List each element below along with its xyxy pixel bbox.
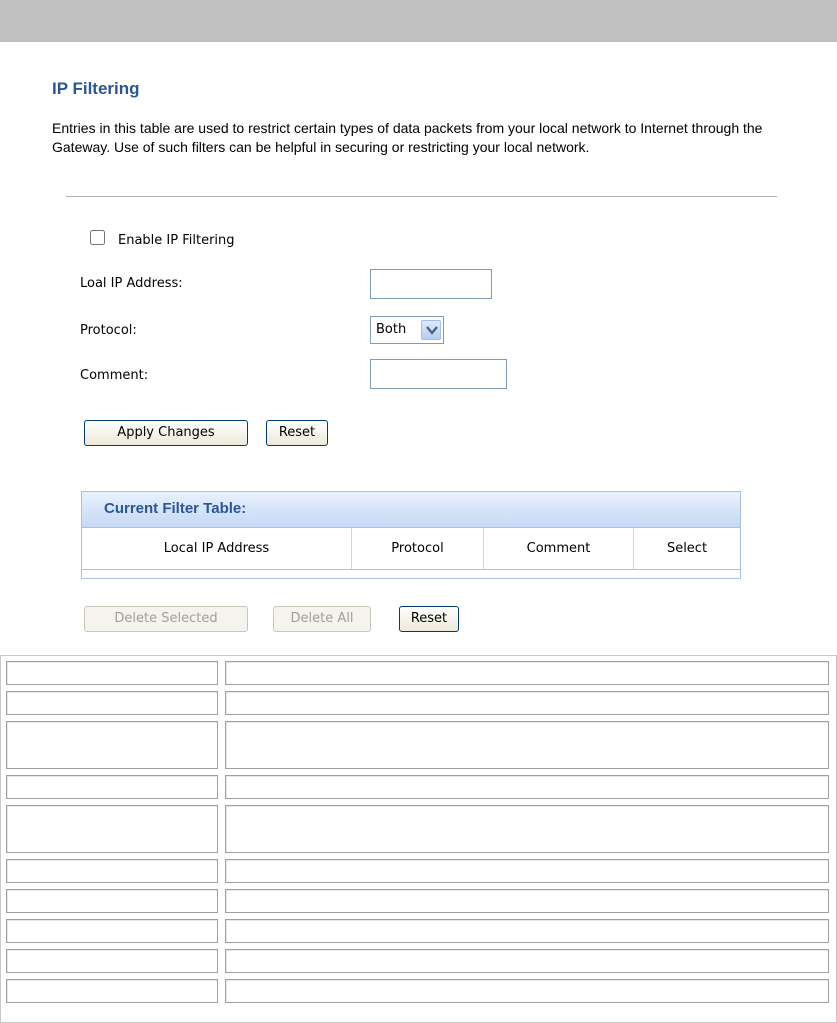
table-row	[6, 661, 829, 685]
table-row	[6, 721, 829, 769]
table-cell	[6, 949, 218, 973]
page-title: IP Filtering	[52, 79, 140, 98]
delete-all-button[interactable]: Delete All	[273, 606, 371, 632]
local-ip-address-label: Loal IP Address:	[80, 276, 183, 291]
column-header-local-ip: Local IP Address	[82, 528, 352, 569]
table-row	[6, 949, 829, 973]
table-cell	[225, 691, 829, 715]
enable-ip-filtering-checkbox[interactable]	[90, 230, 105, 245]
table-row	[6, 691, 829, 715]
local-ip-address-input[interactable]	[370, 269, 492, 299]
filter-table-header	[82, 528, 740, 570]
page-description: Entries in this table are used to restrict certain types of data packets from your local network to Internet through the Gateway. Use of such filters can be helpful in securing or restricting your local network.	[52, 120, 763, 155]
comment-input[interactable]	[370, 359, 507, 389]
enable-ip-filtering-label: Enable IP Filtering	[118, 233, 235, 248]
protocol-label: Protocol:	[80, 323, 137, 338]
table-row	[6, 859, 829, 883]
table-cell	[6, 919, 218, 943]
table-row	[6, 889, 829, 913]
table-row	[6, 805, 829, 853]
protocol-select-value: Both	[376, 322, 407, 337]
table-cell	[6, 979, 218, 1003]
table-row	[6, 919, 829, 943]
table-cell	[225, 949, 829, 973]
table-cell	[225, 775, 829, 799]
table-cell	[6, 691, 218, 715]
table-cell	[225, 889, 829, 913]
table-row	[6, 775, 829, 799]
column-header-select: Select	[666, 541, 708, 556]
table-cell	[225, 661, 829, 685]
table-cell	[6, 721, 218, 769]
table-row	[6, 979, 829, 1003]
divider	[66, 196, 777, 197]
documentation-table	[0, 655, 837, 1023]
reset-table-button[interactable]: Reset	[399, 606, 459, 632]
table-cell	[6, 859, 218, 883]
delete-selected-button[interactable]: Delete Selected	[84, 606, 248, 632]
column-header-comment: Comment	[484, 528, 634, 569]
table-cell	[6, 661, 218, 685]
column-header-protocol: Protocol	[352, 528, 484, 569]
current-filter-table	[81, 491, 741, 579]
table-cell	[225, 979, 829, 1003]
comment-label: Comment:	[80, 368, 149, 383]
reset-form-button[interactable]: Reset	[266, 420, 328, 446]
top-banner	[0, 0, 837, 42]
table-cell	[6, 775, 218, 799]
table-cell	[6, 889, 218, 913]
apply-changes-button[interactable]: Apply Changes	[84, 420, 248, 446]
table-cell	[225, 919, 829, 943]
table-cell	[225, 805, 829, 853]
protocol-select[interactable]	[370, 316, 444, 344]
table-cell	[225, 721, 829, 769]
table-cell	[6, 805, 218, 853]
chevron-down-icon[interactable]	[421, 320, 441, 340]
filter-table-caption: Current Filter Table:	[82, 492, 740, 528]
table-cell	[225, 859, 829, 883]
